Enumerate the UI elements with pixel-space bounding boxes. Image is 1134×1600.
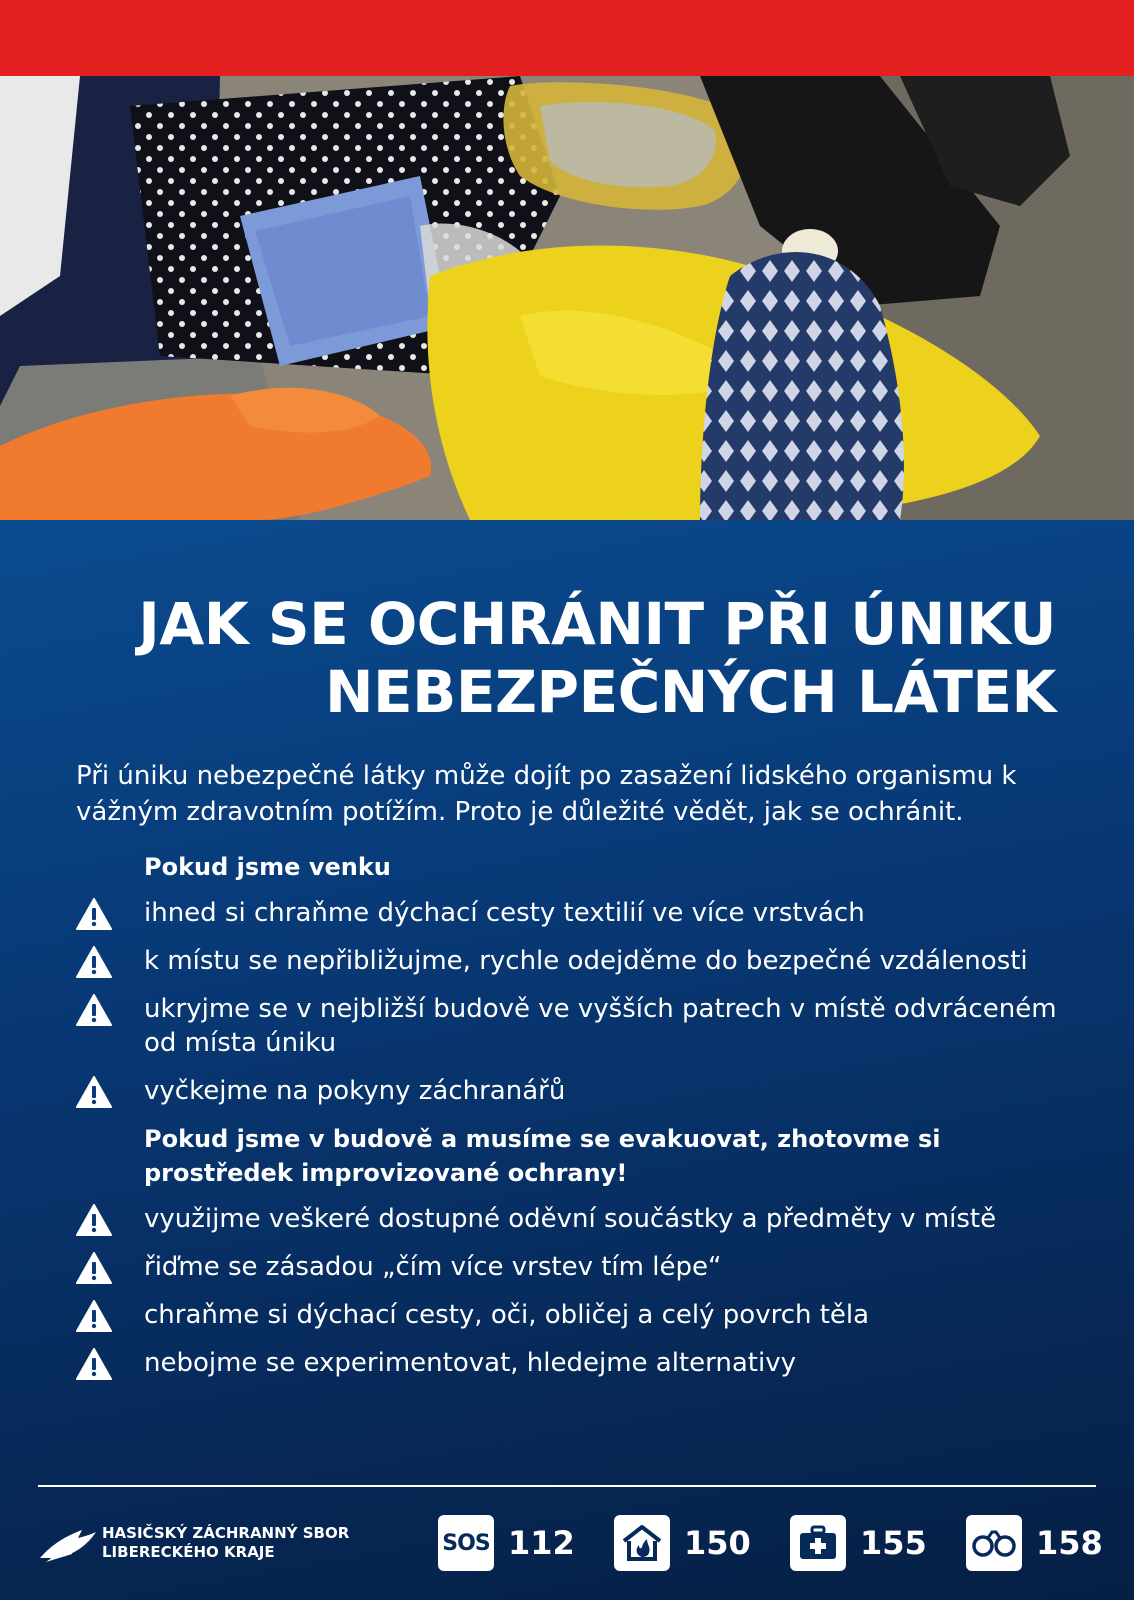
protective-gear-photo [0,76,1134,520]
emergency-police [966,1514,1103,1572]
warning-icon [76,1252,112,1284]
org-line-1: HASIČSKÝ ZÁCHRANNÝ SBOR [102,1524,350,1542]
footer-divider [38,1485,1096,1487]
warning-icon [76,1300,112,1332]
footer [0,1510,1134,1580]
page-title [56,590,1056,726]
warning-icon [76,1076,112,1108]
emergency-number-police: 158 [1036,1524,1103,1562]
title-line-1: JAK SE OCHRÁNIT PŘI ÚNIKU [138,590,1056,658]
list-item-text: využijme veškeré dostupné oděvní součástky a předměty v místě [144,1204,997,1234]
fire-rescue-logo-icon [38,1524,98,1564]
section-heading-outside: Pokud jsme venku [144,853,391,881]
warning-icon [76,946,112,978]
list-item [76,1202,1066,1236]
list-item [76,944,1066,978]
handcuffs-icon [966,1515,1022,1571]
warning-icon [76,898,112,930]
warning-icon [76,994,112,1026]
organization-name [102,1524,349,1562]
intro-text: Při úniku nebezpečné látky může dojít po zasažení lidského organismu k vážným zdravotním potížím. Proto je důležité vědět, jak se ochránit. [76,761,1017,827]
section-heading-evacuation: Pokud jsme v budově a musíme se evakuovat, zhotovme si prostředek improvizované ochrany! [144,1125,941,1187]
fire-house-icon [614,1515,670,1571]
sos-icon [438,1515,494,1571]
org-line-2: LIBERECKÉHO KRAJE [102,1543,275,1561]
list-item [76,1250,1066,1284]
list-item [76,1298,1066,1332]
first-aid-icon [790,1515,846,1571]
emergency-number-medical: 155 [860,1524,927,1562]
list-item [76,1346,1066,1380]
emergency-sos [438,1514,575,1572]
list-item-text: vyčkejme na pokyny záchranářů [144,1076,566,1106]
sos-label: SOS [442,1530,490,1556]
emergency-number-sos: 112 [508,1524,575,1562]
emergency-medical [790,1514,927,1572]
list-item-text: ukryjme se v nejbližší budově ve vyšších patrech v místě odvráceném od místa úniku [144,994,1057,1058]
list-item-text: nebojme se experimentovat, hledejme alternativy [144,1348,796,1378]
info-panel [0,520,1134,1600]
list-item-text: řiďme se zásadou „čím více vrstev tím lépe“ [144,1252,722,1282]
warning-icon [76,1204,112,1236]
emergency-fire [614,1514,751,1572]
list-item-text: k místu se nepřibližujme, rychle odejděme do bezpečné vzdálenosti [144,946,1028,976]
warning-icon [76,1348,112,1380]
list-item-text: ihned si chraňme dýchací cesty textilií ve více vrstvách [144,898,865,928]
list-item [76,1074,1066,1108]
list-item-text: chraňme si dýchací cesty, oči, obličej a celý povrch těla [144,1300,870,1330]
top-red-bar [0,0,1134,76]
advice-list [76,850,1066,1394]
title-line-2: NEBEZPEČNÝCH LÁTEK [325,658,1056,726]
list-item [76,896,1066,930]
list-item [76,992,1066,1060]
emergency-number-fire: 150 [684,1524,751,1562]
